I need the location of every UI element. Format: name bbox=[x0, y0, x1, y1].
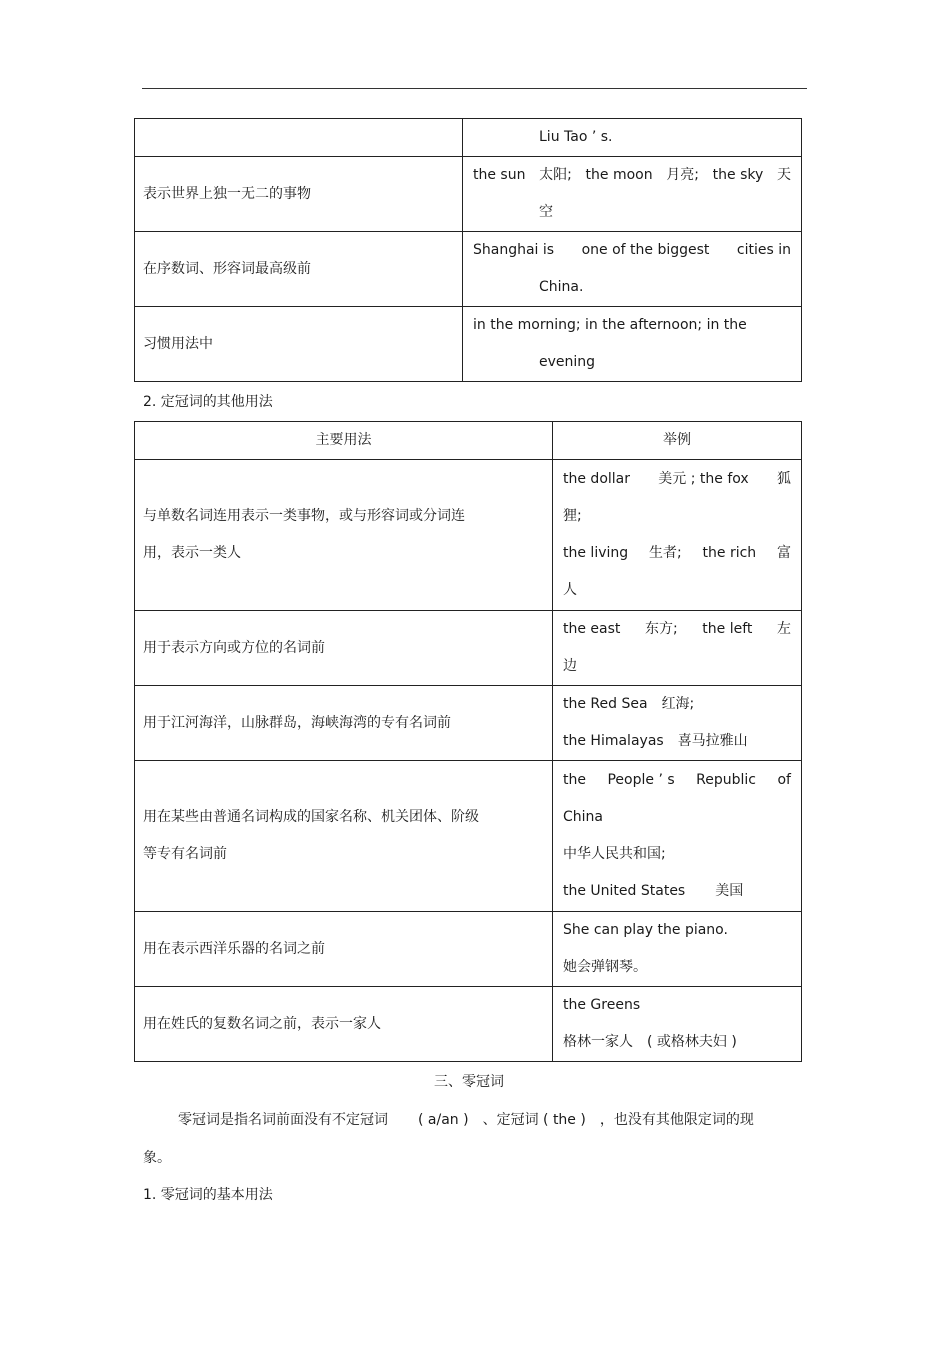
example-cell: She can play the piano. 她会弹钢琴。 bbox=[553, 912, 802, 987]
example-cell: the east 东方; the left 左 边 bbox=[553, 611, 802, 686]
example-cell: the Red Sea 红海; the Himalayas 喜马拉雅山 bbox=[553, 686, 802, 761]
table-row bbox=[135, 761, 802, 912]
usage-cell: 用在表示西洋乐器的名词之前 bbox=[135, 912, 553, 987]
definite-article-table-continued bbox=[134, 118, 802, 382]
section-2-title: 2. 定冠词的其他用法 bbox=[143, 394, 273, 410]
table-row bbox=[135, 912, 802, 987]
usage-cell: 用在某些由普通名词构成的国家名称、机关团体、阶级 等专有名词前 bbox=[135, 761, 553, 912]
usage-cell: 表示世界上独一无二的事物 bbox=[135, 157, 463, 232]
table-row bbox=[135, 232, 802, 307]
usage-cell: 用在姓氏的复数名词之前，表示一家人 bbox=[135, 987, 553, 1062]
section-3-heading: 三、零冠词 bbox=[434, 1074, 504, 1090]
example-cell: the People ’ s Republic of China 中华人民共和国; the United States 美国 bbox=[553, 761, 802, 912]
table-header-row bbox=[135, 422, 802, 460]
table-row bbox=[135, 307, 802, 382]
zero-article-paragraph-line1: 零冠词是指名词前面没有不定冠词 ( a/an ) 、定冠词 ( the ) ，也没有其他限定词的现 bbox=[178, 1112, 754, 1128]
header-rule bbox=[142, 88, 807, 89]
example-cell: the sun 太阳; the moon 月亮; the sky 天 空 bbox=[463, 157, 802, 232]
zero-article-paragraph-line2: 象。 bbox=[143, 1150, 171, 1166]
example-cell: in the morning; in the afternoon; in the evening bbox=[463, 307, 802, 382]
table-row bbox=[135, 611, 802, 686]
usage-cell: 与单数名词连用表示一类事物，或与形容词或分词连 用，表示一类人 bbox=[135, 460, 553, 611]
table-row bbox=[135, 157, 802, 232]
usage-cell: 用于表示方向或方位的名词前 bbox=[135, 611, 553, 686]
example-cell: the dollar 美元 ; the fox 狐 狸; the living 生者; the rich 富 人 bbox=[553, 460, 802, 611]
table-row bbox=[135, 987, 802, 1062]
example-cell: Shanghai is one of the biggest cities in China. bbox=[463, 232, 802, 307]
example-cell: Liu Tao ’ s. bbox=[463, 119, 802, 157]
table-row bbox=[135, 686, 802, 761]
table-row bbox=[135, 119, 802, 157]
table-row bbox=[135, 460, 802, 611]
usage-cell bbox=[135, 119, 463, 157]
usage-cell: 习惯用法中 bbox=[135, 307, 463, 382]
subsection-1-title: 1. 零冠词的基本用法 bbox=[143, 1187, 273, 1203]
example-cell: the Greens 格林一家人 ( 或格林夫妇 ) bbox=[553, 987, 802, 1062]
usage-cell: 在序数词、形容词最高级前 bbox=[135, 232, 463, 307]
header-usage: 主要用法 bbox=[135, 422, 553, 460]
definite-article-other-uses-table bbox=[134, 421, 802, 1062]
usage-cell: 用于江河海洋，山脉群岛，海峡海湾的专有名词前 bbox=[135, 686, 553, 761]
header-example: 举例 bbox=[553, 422, 802, 460]
